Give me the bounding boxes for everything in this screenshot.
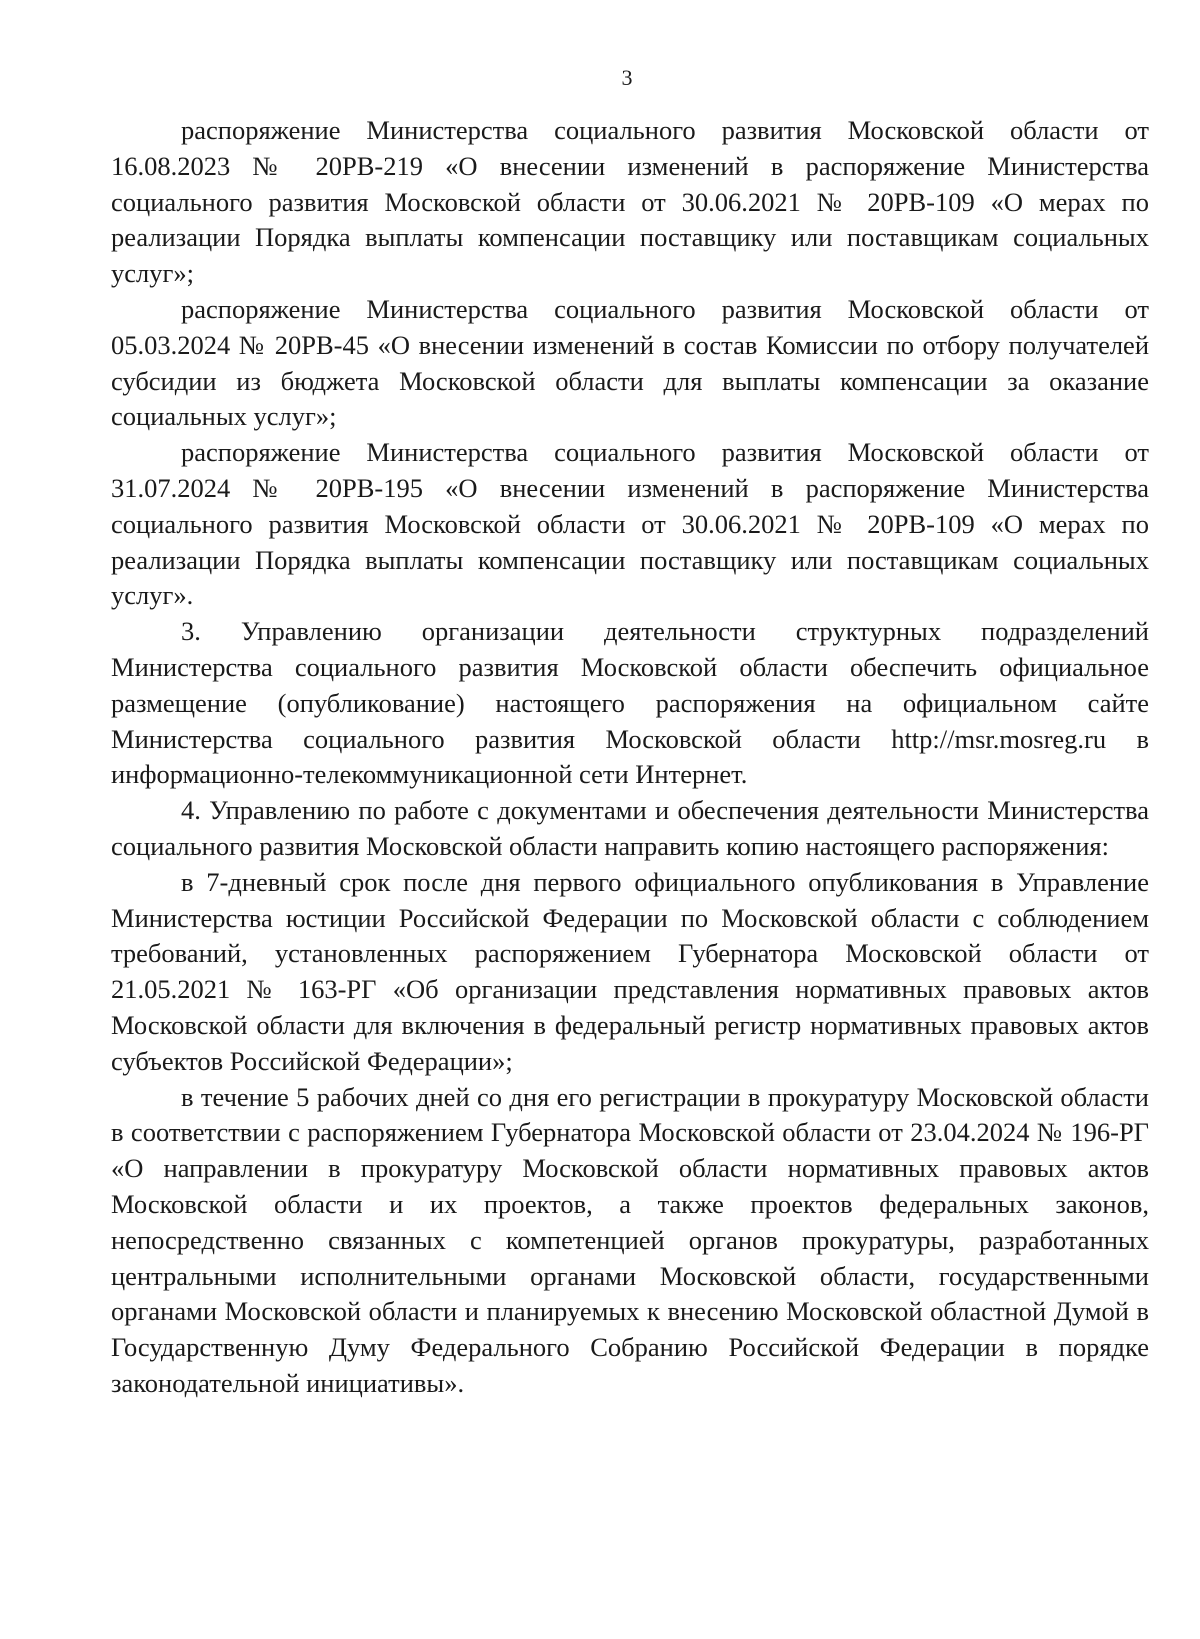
document-body: [111, 113, 1149, 1402]
paragraph-prosecutor-office: в течение 5 рабочих дней со дня его регистрации в прокуратуру Московской области в соответствии с распоряжением Губернатора Московской области от 23.04.2024 № 196-РГ «О направлении в прокуратуру Московской области нормативных правовых актов Московской области и их проектов, а также проектов федеральных законов, непосредственно связанных с компетенцией органов прокуратуры, разработанных центральными исполнительными органами Московской области, государственными органами Московской области и планируемых к внесению Московской областной Думой в Государственную Думу Федерального Собранию Российской Федерации в порядке законодательной инициативы».: [111, 1081, 1149, 1398]
paragraph-item-4-copies: 4. Управлению по работе с документами и обеспечения деятельности Министерства социального развития Московской области направить копию настоящего распоряжения:: [111, 795, 1149, 861]
paragraph-justice-ministry: в 7-дневный срок после дня первого официального опубликования в Управление Министерства юстиции Российской Федерации по Московской области с соблюдением требований, установленных распоряжением Губернатора Московской области от 21.05.2021 № 163-РГ «Об организации представления нормативных правовых актов Московской области для включения в федеральный регистр нормативных правовых актов субъектов Российской Федерации»;: [111, 866, 1149, 1076]
paragraph-item-3-publication: 3. Управлению организации деятельности структурных подразделений Министерства социального развития Московской области обеспечить официальное размещение (опубликование) настоящего распоряжения на официальном сайте Министерства социального развития Московской области http://msr.mosreg.ru в информационно-телекоммуникационной сети Интернет.: [111, 616, 1149, 790]
paragraph-order-2023: распоряжение Министерства социального развития Московской области от 16.08.2023 № 20РВ-219 «О внесении изменений в распоряжение Министерства социального развития Московской области от 30.06.2021 № 20РВ-109 «О мерах по реализации Порядка выплаты компенсации поставщику или поставщикам социальных услуг»;: [111, 115, 1149, 289]
paragraph-order-2024-commission: распоряжение Министерства социального развития Московской области от 05.03.2024 № 20РВ-45 «О внесении изменений в состав Комиссии по отбору получателей субсидии из бюджета Московской области для выплаты компенсации за оказание социальных услуг»;: [111, 293, 1149, 432]
page-number: 3: [621, 65, 633, 90]
paragraph-order-2024-amendment: распоряжение Министерства социального развития Московской области от 31.07.2024 № 20РВ-195 «О внесении изменений в распоряжение Министерства социального развития Московской области от 30.06.2021 № 20РВ-109 «О мерах по реализации Порядка выплаты компенсации поставщику или поставщикам социальных услуг».: [111, 437, 1149, 611]
